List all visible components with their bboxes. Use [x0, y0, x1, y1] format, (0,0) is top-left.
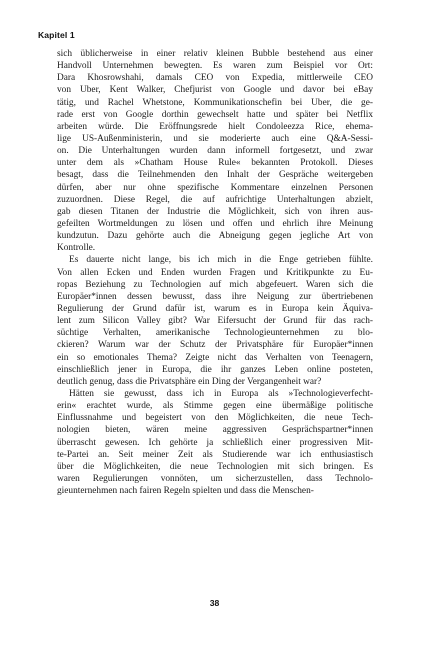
text-line: nologien bieten, wären meine aggressiven Gesprächspartner*innen	[57, 425, 373, 436]
text-line: von Uber, Kent Walker, Chefjurist von Google und davor bei eBay	[57, 85, 373, 96]
text-line: ein so emotionales Thema? Zeigte nicht das Verhalten von Teenagern,	[57, 352, 373, 363]
text-line: erin« erachtet wurde, als Stimme gegen eine übermäßige politische	[57, 401, 373, 412]
paragraph	[57, 388, 373, 497]
text-line: deutlich genug, dass die Privatsphäre ein Ding der Vergangenheit war?	[57, 376, 322, 387]
text-line: über die Möglichkeiten, die neue Technologien mit sich bringen. Es	[57, 461, 373, 472]
paragraph	[57, 254, 373, 388]
text-line: ropas Beziehung zu Technologien auf mich abgefeuert. Waren sich die	[57, 279, 373, 290]
text-line: rade erst von Google dorthin gewechselt hatte und später bei Netflix	[57, 109, 373, 120]
text-line: sich üblicherweise in einer relativ kleinen Bubble bestehend aus einer	[57, 49, 373, 59]
text-line: zuzuordnen. Diese Regel, die auf aufrichtige Unterhaltungen abzielt,	[57, 194, 373, 205]
text-line: te-Partei an. Seit meiner Zeit als Studierende war ich enthusiastisch	[57, 449, 373, 460]
text-line: einschließlich jener in Europa, die ihr ganzes Leben online posteten,	[57, 364, 373, 375]
text-line: arbeiten würde. Die Eröffnungsrede hielt Condoleezza Rice, ehema-	[57, 121, 373, 132]
text-line: süchtige Verhalten, amerikanische Technologieunternehmen zu blo-	[57, 328, 373, 339]
text-line: unter dem als »Chatham House Rule« bekannten Protokoll. Dieses	[57, 158, 373, 169]
text-line: besagt, dass die Teilnehmenden den Inhalt der Gespräche weitergeben	[57, 170, 373, 181]
paragraph	[57, 48, 373, 254]
text-line: on. Die Unterhaltungen wurden dann informell fortgesetzt, und zwar	[57, 146, 373, 157]
body-text	[57, 48, 373, 497]
text-line: gab diesen Titanen der Industrie die Möglichkeit, sich von ihren aus-	[57, 206, 373, 217]
text-line: lige US-Außenministerin, und sie moderierte auch eine Q&A-Sessi-	[57, 133, 373, 144]
text-line: Handvoll Unternehmen bewegten. Es waren zum Beispiel vor Ort:	[57, 61, 373, 72]
text-line: Regulierung der Grund dafür ist, warum es in Europa kein Äquiva-	[57, 303, 373, 314]
page-number: 38	[209, 598, 220, 608]
chapter-header: Kapitel 1	[38, 30, 75, 40]
text-line: lent zum Silicon Valley gibt? War Eifersucht der Grund für das rach-	[57, 316, 373, 327]
text-line: kundzutun. Dazu gehörte auch die Abneigung gegen jegliche Art von	[57, 231, 373, 242]
text-line: Hätten sie gewusst, dass ich in Europa als »Technologieverfecht-	[69, 388, 373, 399]
text-line: Kontrolle.	[57, 243, 96, 254]
text-line: Es dauerte nicht lange, bis ich mich in die Enge getrieben fühlte.	[69, 255, 373, 266]
text-line: ckieren? Warum war der Schutz der Privatsphäre für Europäer*innen	[57, 340, 373, 351]
text-line: Dara Khosrowshahi, damals CEO von Expedia, mittlerweile CEO	[57, 73, 373, 84]
text-line: Von allen Ecken und Enden wurden Fragen und Kritikpunkte zu Eu-	[57, 267, 373, 278]
text-line: Europäer*innen dessen bewusst, dass ihre Neigung zur übertriebenen	[57, 291, 373, 302]
text-line: gefeilten Wortmeldungen zu lösen und offen und ehrlich ihre Meinung	[57, 218, 373, 229]
text-line: tätig, und Rachel Whetstone, Kommunikationschefin bei Uber, die ge-	[57, 97, 373, 108]
text-line: waren Regulierungen vonnöten, um sicherzustellen, dass Technolo-	[57, 473, 373, 484]
text-line: überrascht gewesen. Ich gehörte ja schließlich einer progressiven Mit-	[57, 437, 373, 448]
text-line: dürfen, aber nur ohne spezifische Kommentare einzelnen Personen	[57, 182, 373, 193]
text-line: Einflussnahme und begeistert von den Möglichkeiten, die neue Tech-	[57, 413, 373, 424]
text-line: gieunternehmen nach fairen Regeln spielten und dass die Menschen-	[57, 486, 314, 497]
